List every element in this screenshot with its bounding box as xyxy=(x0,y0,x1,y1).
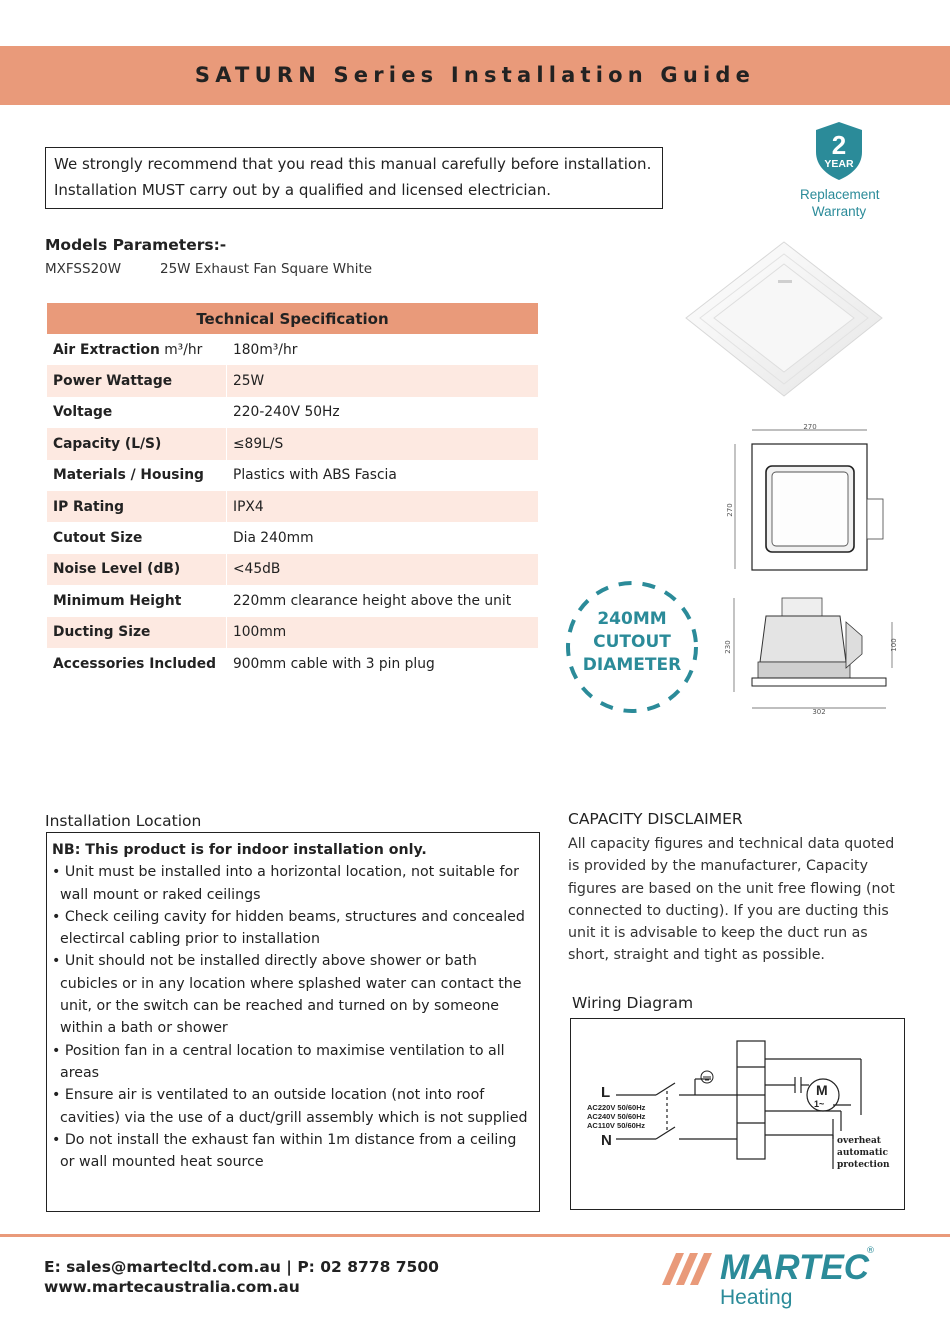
spec-value: 100mm xyxy=(227,617,538,648)
models-heading: Models Parameters:- xyxy=(45,236,227,254)
spec-table xyxy=(47,303,538,679)
spec-row xyxy=(47,491,538,522)
spec-key-label: Materials / Housing xyxy=(53,467,204,484)
depth-dimension: 302 xyxy=(812,708,826,716)
spec-key-label: Ducting Size xyxy=(53,624,151,641)
footer-contact: E: sales@martecltd.com.au | P: 02 8778 7500 xyxy=(44,1258,439,1276)
list-item: • Position fan in a central location to maximise ventilation to all areas xyxy=(52,1042,505,1081)
spec-key-label: Cutout Size xyxy=(53,530,143,547)
spec-key xyxy=(47,522,227,553)
overheat-line-1: overheat xyxy=(837,1136,881,1146)
logo-subtitle: Heating xyxy=(720,1286,793,1309)
spec-row xyxy=(47,365,538,396)
front-dimension-drawing xyxy=(722,424,892,584)
capacity-text: All capacity figures and technical data quoted is provided by the manufacturer, Capacity figures are based on the unit free flowing (not connected to ducting). If you are ducting this unit it is advisable to keep the duct run as short, straight and tight as possible. xyxy=(568,836,895,964)
spec-key xyxy=(47,648,227,679)
spec-value: IPX4 xyxy=(227,491,538,522)
notice-line-1: We strongly recommend that you read this manual carefully before installation. xyxy=(54,155,652,173)
spec-key-label: Noise Level (dB) xyxy=(53,561,181,578)
wiring-diagram xyxy=(571,1019,903,1208)
spec-value: ≤89L/S xyxy=(227,428,538,459)
side-height-dimension: 230 xyxy=(724,640,732,654)
list-item: • Unit must be installed into a horizontal location, not suitable for wall mount or raked ceilings xyxy=(52,864,519,903)
spec-row xyxy=(47,522,538,553)
list-item: • Do not install the exhaust fan within 1m distance from a ceiling or wall mounted heat source xyxy=(52,1131,517,1171)
spec-key xyxy=(47,365,227,396)
spec-key-label: Accessories Included xyxy=(53,655,216,672)
shield-icon xyxy=(800,120,878,182)
spec-key xyxy=(47,334,227,365)
wiring-heading: Wiring Diagram xyxy=(572,994,694,1012)
spec-value: <45dB xyxy=(227,554,538,585)
spec-row xyxy=(47,554,538,585)
logo-wordmark: MARTEC xyxy=(720,1248,870,1287)
spec-value: 220-240V 50Hz xyxy=(233,404,340,421)
spec-value: 220mm clearance height above the unit xyxy=(233,592,512,609)
spec-key xyxy=(47,428,227,459)
spec-key xyxy=(47,460,227,491)
spec-key-label: IP Rating xyxy=(53,498,125,515)
installation-box xyxy=(46,832,540,1212)
capacity-heading: CAPACITY DISCLAIMER xyxy=(568,810,743,828)
side-dimension-drawing xyxy=(722,592,902,722)
voltage-110: AC110V 50/60Hz xyxy=(587,1121,645,1130)
voltage-220: AC220V 50/60Hz xyxy=(587,1103,646,1112)
voltage-240: AC240V 50/60Hz xyxy=(587,1112,646,1121)
live-label: L xyxy=(601,1084,611,1101)
list-item: • Check ceiling cavity for hidden beams, structures and concealed electircal cabling prior to installation xyxy=(52,908,525,948)
page-title: SATURN Series Installation Guide xyxy=(194,63,756,87)
neutral-label: N xyxy=(601,1132,612,1149)
overheat-line-2: automatic xyxy=(837,1148,888,1158)
spec-key-label: Capacity (L/S) xyxy=(53,435,162,452)
spec-key xyxy=(47,397,227,428)
spec-key xyxy=(47,554,227,585)
cutout-line-1: 240MM xyxy=(597,609,667,629)
notice-line-2: Installation MUST carry out by a qualified and licensed electrician. xyxy=(54,181,551,199)
duct-dimension: 100 xyxy=(890,638,898,652)
model-code: MXFSS20W xyxy=(45,261,122,277)
installation-nb: NB: This product is for indoor installation only. xyxy=(52,842,427,858)
installation-heading: Installation Location xyxy=(45,812,202,830)
spec-value: 25W xyxy=(227,365,538,396)
spec-key-label: Voltage xyxy=(53,404,113,421)
installation-list xyxy=(52,861,534,1173)
footer-website[interactable]: www.martecaustralia.com.au xyxy=(44,1278,300,1296)
cutout-line-3: DIAMETER xyxy=(582,655,682,675)
warranty-line-2: Warranty xyxy=(811,204,867,219)
spec-value: Dia 240mm xyxy=(233,530,314,547)
list-item: • Unit should not be installed directly above shower or bath cubicles or in any location where splashed water can contact the unit, or the switch can be reached and turned on by someone within a bath or shower xyxy=(52,953,522,1037)
motor-label: M xyxy=(816,1082,828,1098)
spec-row xyxy=(47,617,538,648)
warranty-number: 2 xyxy=(831,130,847,160)
warranty-badge xyxy=(800,120,878,220)
safety-notice xyxy=(45,147,663,209)
width-dimension: 270 xyxy=(803,424,817,431)
spec-key-label: Minimum Height xyxy=(53,592,182,609)
spec-row xyxy=(47,460,538,491)
warranty-unit: YEAR xyxy=(824,158,854,170)
cutout-label xyxy=(563,608,701,677)
cutout-line-2: CUTOUT xyxy=(593,632,671,652)
height-dimension: 270 xyxy=(726,503,734,517)
footer-divider xyxy=(0,1234,950,1237)
wiring-diagram-box xyxy=(570,1018,905,1210)
spec-row xyxy=(47,585,538,616)
fan-product-image xyxy=(684,240,884,400)
spec-row xyxy=(47,648,538,679)
model-description: 25W Exhaust Fan Square White xyxy=(160,261,373,277)
spec-key-label: Power Wattage xyxy=(53,373,173,390)
spec-key-label: Air Extraction xyxy=(53,341,160,358)
spec-row xyxy=(47,428,538,459)
warranty-line-1: Replacement xyxy=(800,187,880,202)
spec-value: Plastics with ABS Fascia xyxy=(233,467,397,484)
overheat-line-3: protection xyxy=(837,1160,890,1170)
spec-value: 900mm cable with 3 pin plug xyxy=(233,655,435,672)
logo-registered-mark: ® xyxy=(866,1246,875,1256)
spec-table-title: Technical Specification xyxy=(47,303,538,334)
spec-key xyxy=(47,585,227,616)
spec-row xyxy=(47,334,538,365)
spec-row xyxy=(47,397,538,428)
spec-value: 180m³/hr xyxy=(233,341,298,358)
motor-phase-label: 1~ xyxy=(814,1099,825,1109)
spec-key xyxy=(47,617,227,648)
list-item: • Ensure air is ventilated to an outside location (not into roof cavities) via the use of a duct/grill assembly which is not supplied xyxy=(52,1087,528,1126)
spec-key-unit: m³/hr xyxy=(159,341,203,358)
spec-key xyxy=(47,491,227,522)
